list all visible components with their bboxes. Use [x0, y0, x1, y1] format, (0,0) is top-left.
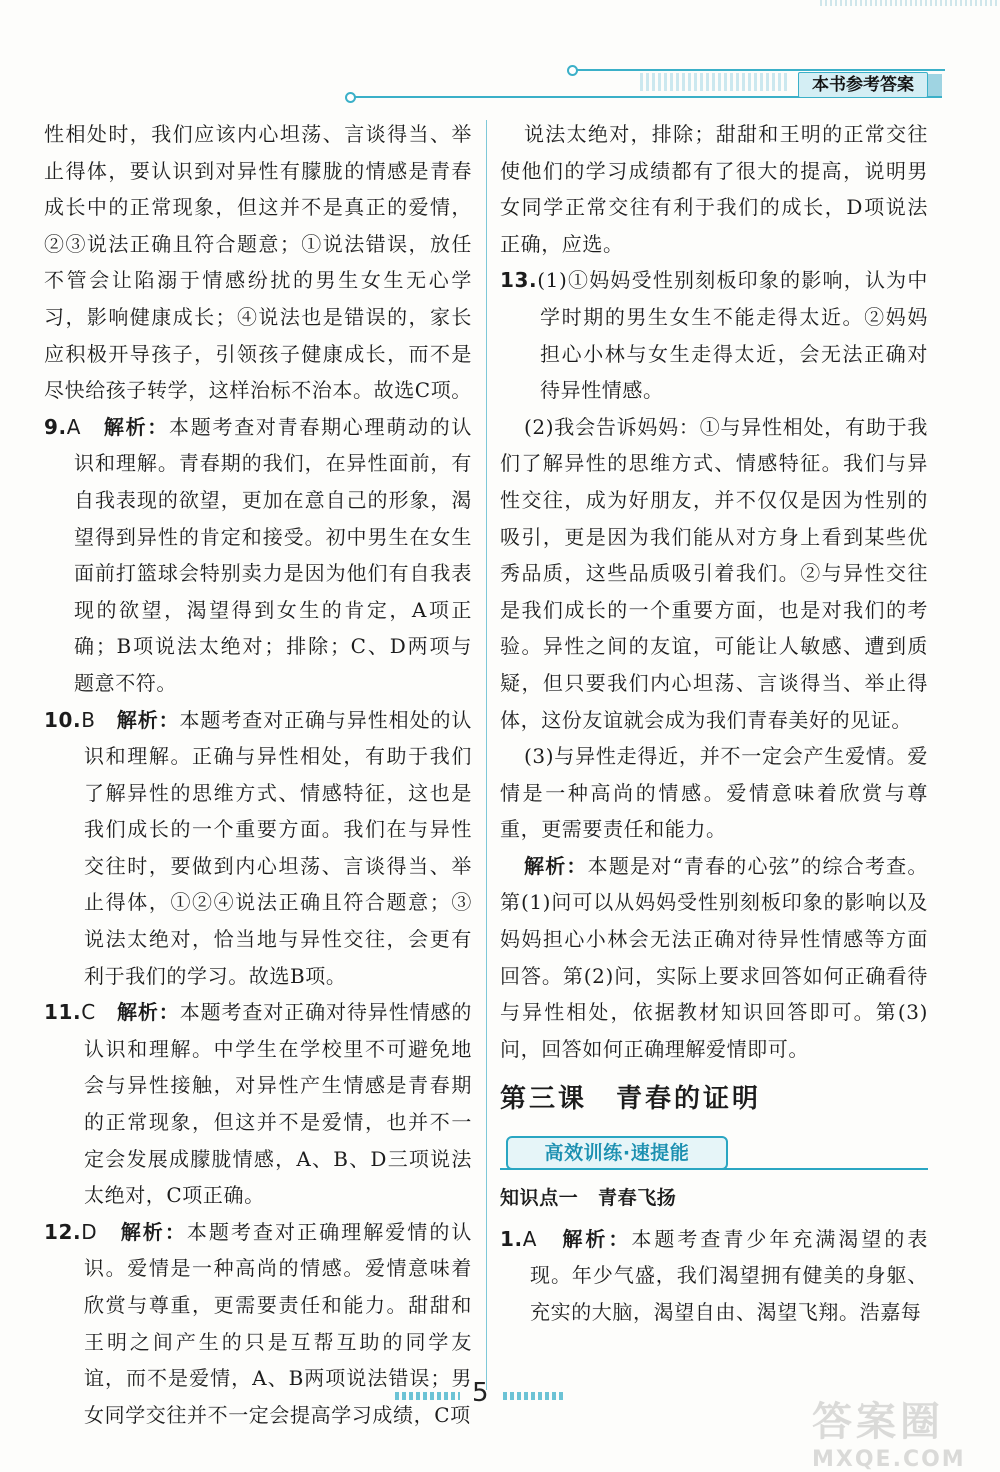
question-13-analysis: 解析：本题是对“青春的心弦”的综合考查。第(1)问可以从妈妈受性别刻板印象的影响以及妈妈担心小林会无法正确对待异性情感等方面回答。第(2)问，实际上要求回答如何正确看待与异性相处，依据教材知识回答即可。第(3)问，回答如何正确理解爱情即可。: [500, 853, 928, 1061]
section-rule: [500, 1168, 928, 1170]
header-dot: [567, 65, 578, 76]
decorative-dots: [820, 0, 1000, 6]
page-number: 5: [472, 1378, 489, 1408]
question-9: 9.A 解析：本题考查对青春期心理萌动的认识和理解。青春期的我们，在异性面前，有自我表现的欲望，更加在意自己的形象，渴望得到异性的肯定和接受。初中男生在女生面前打篮球会特别卖力是因为他们有自我表现的欲望，渴望得到女生的肯定，A项正确；B项说法太绝对；排除；C、D两项与题意不符。: [44, 414, 472, 695]
question-11: 11.C 解析：本题考查对正确对待异性情感的认识和理解。中学生在学校里不可避免地会与异性接触，对异性产生情感是青春期的正常现象，但这并不是爱情，也并不一定会发展成朦胧情感，A、B、D三项说法太绝对，C项正确。: [44, 1000, 472, 1208]
question-13-part-3: (3)与异性走得近，并不一定会产生爱情。爱情是一种高尚的情感。爱情意味着欣赏与尊重，更需要责任和能力。: [500, 744, 928, 842]
continuation-paragraph: 性相处时，我们应该内心坦荡、言谈得当、举止得体，要认识到对异性有朦胧的情感是青春成长中的正常现象，但这并不是真正的爱情，②③说法正确且符合题意；①说法错误，放任不管会让陷溺于情感纷扰的男生女生无心学习，影响健康成长；④说法也是错误的，家长应积极开导孩子，引领孩子健康成长，而不是尽快给孩子转学，这样治标不治本。故选C项。: [44, 122, 472, 403]
header-dot: [345, 92, 356, 103]
question-13-part-1: 13.(1)①妈妈受性别刻板印象的影响，认为中学时期的男生女生不能走得太近。②妈妈担心小林与女生走得太近，会无法正确对待异性情感。: [500, 268, 928, 403]
footer-dots-left: [395, 1392, 460, 1400]
header-rule-top: [575, 69, 945, 71]
column-divider: [486, 120, 487, 1390]
question-12: 12.D 解析：本题考查对正确理解爱情的认识。爱情是一种高尚的情感。爱情意味着欣赏与尊重，更需要责任和能力。甜甜和王明之间产生的只是互帮互助的同学友谊，而不是爱情，A、B两项说法错误；男女同学交往并不一定会提高学习成绩，C项: [44, 1219, 472, 1427]
footer-dots-right: [503, 1392, 563, 1400]
question-10: 10.B 解析：本题考查对正确与异性相处的认识和理解。正确与异性相处，有助于我们了解异性的思维方式、情感特征，这也是我们成长的一个重要方面。我们在与异性交往时，要做到内心坦荡、言谈得当、举止得体，①②④说法正确且符合题意；③说法太绝对，恰当地与异性交往，会更有利于我们的学习。故选B项。: [44, 707, 472, 988]
right-column: [500, 116, 928, 1330]
question-1: 1.A 解析：本题考查青少年充满渴望的表现。年少气盛，我们渴望拥有健美的身躯、充实的大脑，渴望自由、渴望飞翔。浩嘉每: [500, 1226, 928, 1324]
watermark-logo: 答案圈 MXQE.COM: [812, 1399, 966, 1472]
header-title: 本书参考答案: [798, 72, 928, 98]
left-column: [44, 116, 472, 1433]
knowledge-point-heading: 知识点一 青春飞扬: [500, 1187, 677, 1210]
header-dot-pattern: [640, 73, 790, 91]
header-tab-end: [928, 74, 942, 96]
continuation-paragraph: 说法太绝对，排除；甜甜和王明的正常交往使他们的学习成绩都有了很大的提高，说明男女同学正常交往有利于我们的成长，D项说法正确，应选。: [500, 122, 928, 256]
question-13-part-2: (2)我会告诉妈妈：①与异性相处，有助于我们了解异性的思维方式、情感特征。我们与异性交往，成为好朋友，并不仅仅是因为性别的吸引，更是因为我们能从对方身上看到某些优秀品质，这些品质吸引着我们。②与异性交往是我们成长的一个重要方面，也是对我们的考验。异性之间的友谊，可能让人敏感、遭到质疑，但只要我们内心坦荡、言谈得当、举止得体，这份友谊就会成为我们青春美好的见证。: [500, 414, 928, 732]
section-tab: [500, 1134, 928, 1170]
lesson-title: 第三课 青春的证明: [500, 1084, 762, 1115]
section-tab-label: 高效训练·速提能: [506, 1136, 728, 1170]
